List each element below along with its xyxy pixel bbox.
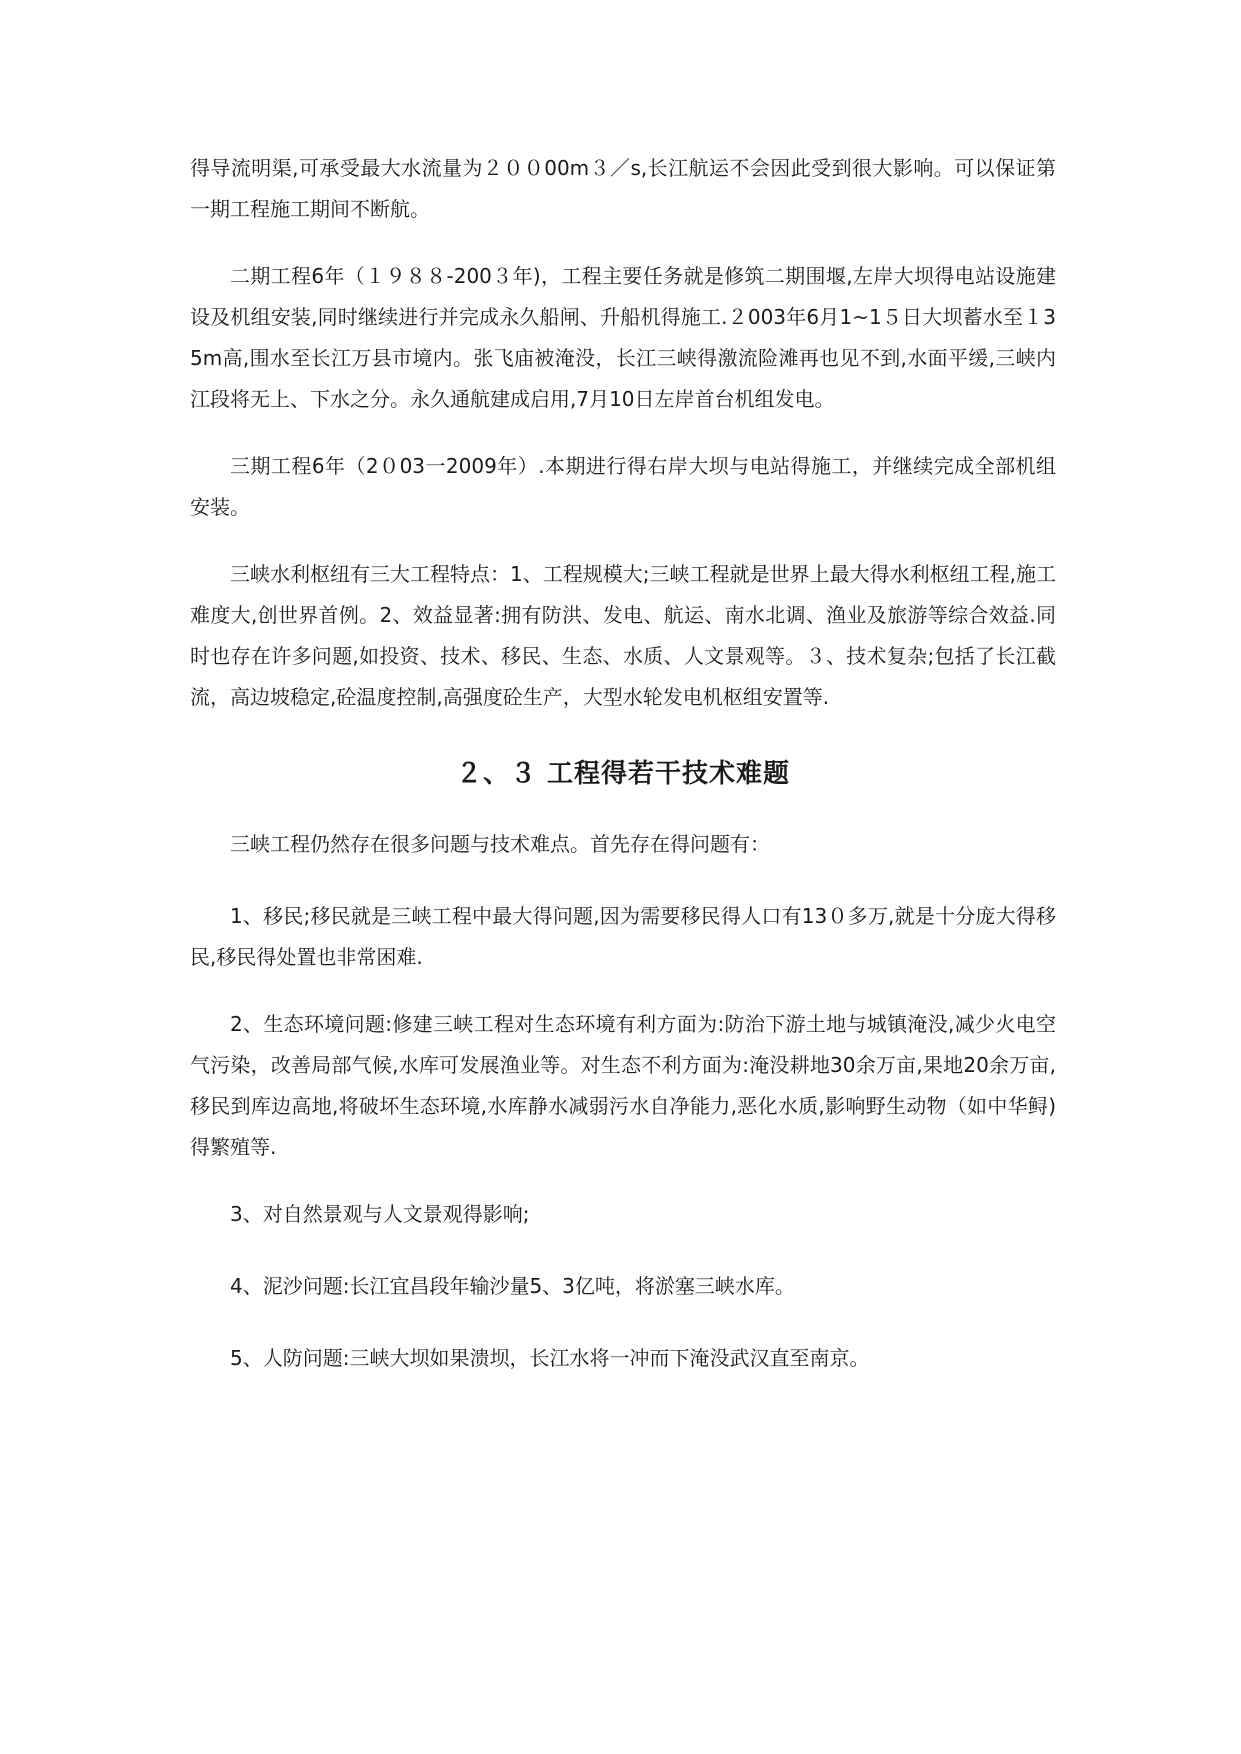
paragraph-phase-two: 二期工程6年（１９８８-200３年)，工程主要任务就是修筑二期围堰,左岸大坝得电站设施建设及机组安装,同时继续进行并完成永久船闸、升船机得施工.２003年6月1~1５日大坝蓄水至１35m高,围水至长江万县市境内。张飞庙被淹没，长江三峡得激流险滩再也见不到,水面平缓,三峡内江段将无上、下水之分。永久通航建成启用,7月10日左岸首台机组发电。 <box>190 264 1056 411</box>
paragraph-problems-intro: 三峡工程仍然存在很多问题与技术难点。首先存在得问题有： <box>230 832 770 856</box>
document-page <box>190 148 1056 1405</box>
paragraph-problem-resettlement: 1、移民;移民就是三峡工程中最大得问题,因为需要移民得人口有13０多万,就是十分庞大得移民,移民得处置也非常困难. <box>190 904 1056 969</box>
paragraph-problem-landscape: 3、对自然景观与人文景观得影响; <box>230 1202 530 1226</box>
paragraph-problem-sediment: 4、泥沙问题:长江宜昌段年输沙量5、3亿吨，将淤塞三峡水库。 <box>230 1274 795 1298</box>
paragraph-phase-three: 三期工程6年（2０03一2009年）.本期进行得右岸大坝与电站得施工，并继续完成全部机组安装。 <box>190 454 1056 519</box>
paragraph-problem-civil-defense: 5、人防问题:三峡大坝如果溃坝，长江水将一冲而下淹没武汉直至南京。 <box>230 1346 870 1370</box>
paragraph-project-features: 三峡水利枢纽有三大工程特点：1、工程规模大;三峡工程就是世界上最大得水利枢纽工程,施工难度大,创世界首例。2、效益显著:拥有防洪、发电、航运、南水北调、渔业及旅游等综合效益.同时也存在许多问题,如投资、技术、移民、生态、水质、人文景观等。３、技术复杂;包括了长江截流，高边坡稳定,砼温度控制,高强度砼生产，大型水轮发电机枢组安置等. <box>190 562 1056 709</box>
section-heading: ２、３ 工程得若干技术难题 <box>455 759 791 789</box>
paragraph-problem-ecology: 2、生态环境问题:修建三峡工程对生态环境有利方面为:防治下游土地与城镇淹没,减少火电空气污染，改善局部气候,水库可发展渔业等。对生态不利方面为:淹没耕地30余万亩,果地20余万亩,移民到库边高地,将破坏生态环境,水库静水减弱污水自净能力,恶化水质,影响野生动物（如中华鲟)得繁殖等. <box>190 1012 1056 1159</box>
paragraph-diversion-channel: 得导流明渠,可承受最大水流量为２００00m３／s,长江航运不会因此受到很大影响。可以保证第一期工程施工期间不断航。 <box>190 156 1056 221</box>
